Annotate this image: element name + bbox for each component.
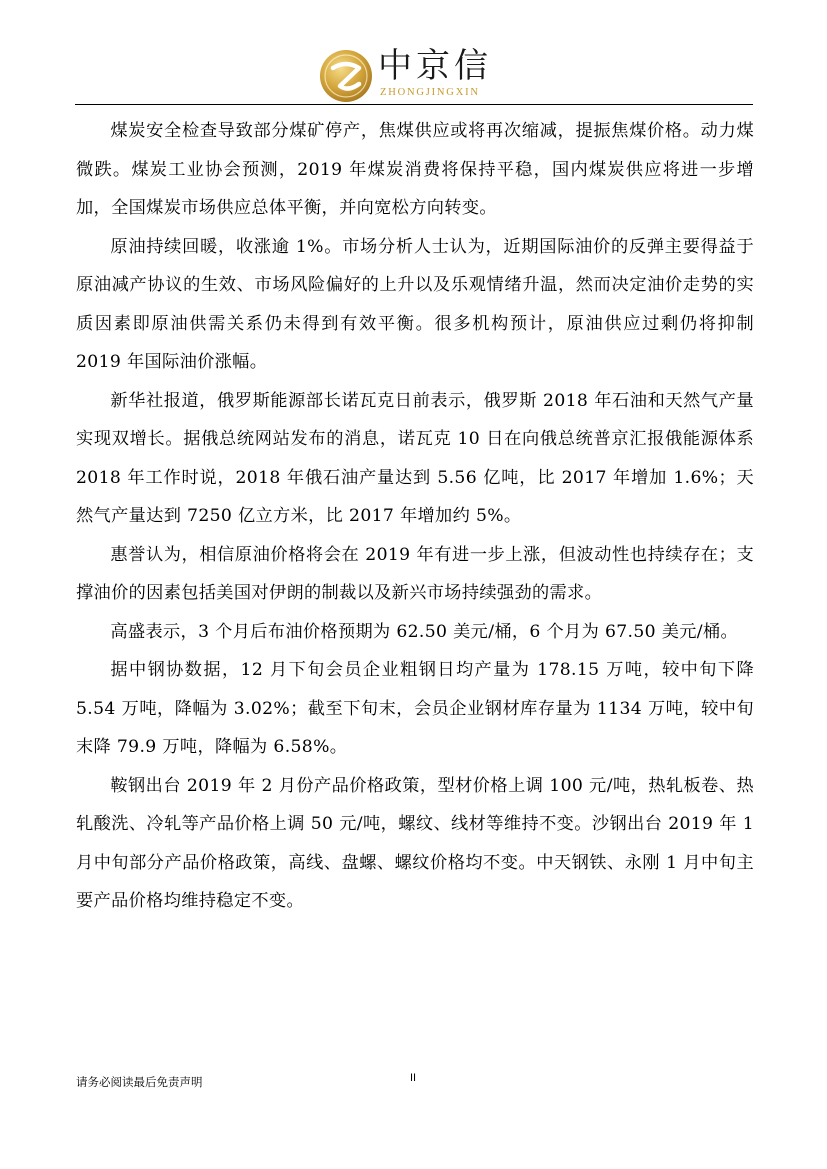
paragraph-steel-prices: 鞍钢出台 2019 年 2 月份产品价格政策，型材价格上调 100 元/吨，热轧板卷、热轧酸洗、冷轧等产品价格上调 50 元/吨，螺纹、线材等维持不变。沙钢出台 2019 年 1 月中旬部分产品价格政策，高线、盘螺、螺纹价格均不变。中天钢铁、永刚 1 月中旬主要产品价格均维持稳定不变。 xyxy=(76,775,754,911)
document-body xyxy=(76,112,754,921)
paragraph-coal: 煤炭安全检查导致部分煤矿停产，焦煤供应或将再次缩减，提振焦煤价格。动力煤微跌。煤炭工业协会预测，2019 年煤炭消费将保持平稳，国内煤炭供应将进一步增加，全国煤炭市场供应总体平衡，并向宽松方向转变。 xyxy=(76,121,754,218)
company-name-en: ZHONGJINGXIN xyxy=(380,87,480,98)
disclaimer-note: 请务必阅读最后免责声明 xyxy=(76,1075,203,1089)
header-divider xyxy=(75,104,753,105)
paragraph-crude-oil: 原油持续回暖，收涨逾 1%。市场分析人士认为，近期国际油价的反弹主要得益于原油减产协议的生效、市场风险偏好的上升以及乐观情绪升温，然而决定油价走势的实质因素即原油供需关系仍未得到有效平衡。很多机构预计，原油供应过剩仍将抑制 2019 年国际油价涨幅。 xyxy=(76,236,754,372)
paragraph-goldman: 高盛表示，3 个月后布油价格预期为 62.50 美元/桶，6 个月为 67.50 美元/桶。 xyxy=(110,621,739,642)
company-logo-icon xyxy=(318,48,374,104)
paragraph-steel-association: 据中钢协数据，12 月下旬会员企业粗钢日均产量为 178.15 万吨，较中旬下降 5.54 万吨，降幅为 3.02%；截至下旬末，会员企业钢材库存量为 1134 万吨，较中旬末降 79.9 万吨，降幅为 6.58%。 xyxy=(76,660,754,757)
page-number: II xyxy=(410,1072,417,1084)
paragraph-russia-energy: 新华社报道，俄罗斯能源部长诺瓦克日前表示，俄罗斯 2018 年石油和天然气产量实现双增长。据俄总统网站发布的消息，诺瓦克 10 日在向俄总统普京汇报俄能源体系 2018 年工作时说，2018 年俄石油产量达到 5.56 亿吨，比 2017 年增加 1.6%；天然气产量达到 7250 亿立方米，比 2017 年增加约 5%。 xyxy=(76,390,754,526)
paragraph-fitch: 惠誉认为，相信原油价格将会在 2019 年有进一步上涨，但波动性也持续存在；支撑油价的因素包括美国对伊朗的制裁以及新兴市场持续强劲的需求。 xyxy=(76,544,754,603)
company-name-cn: 中京信 xyxy=(378,46,492,86)
page-header xyxy=(0,40,827,106)
